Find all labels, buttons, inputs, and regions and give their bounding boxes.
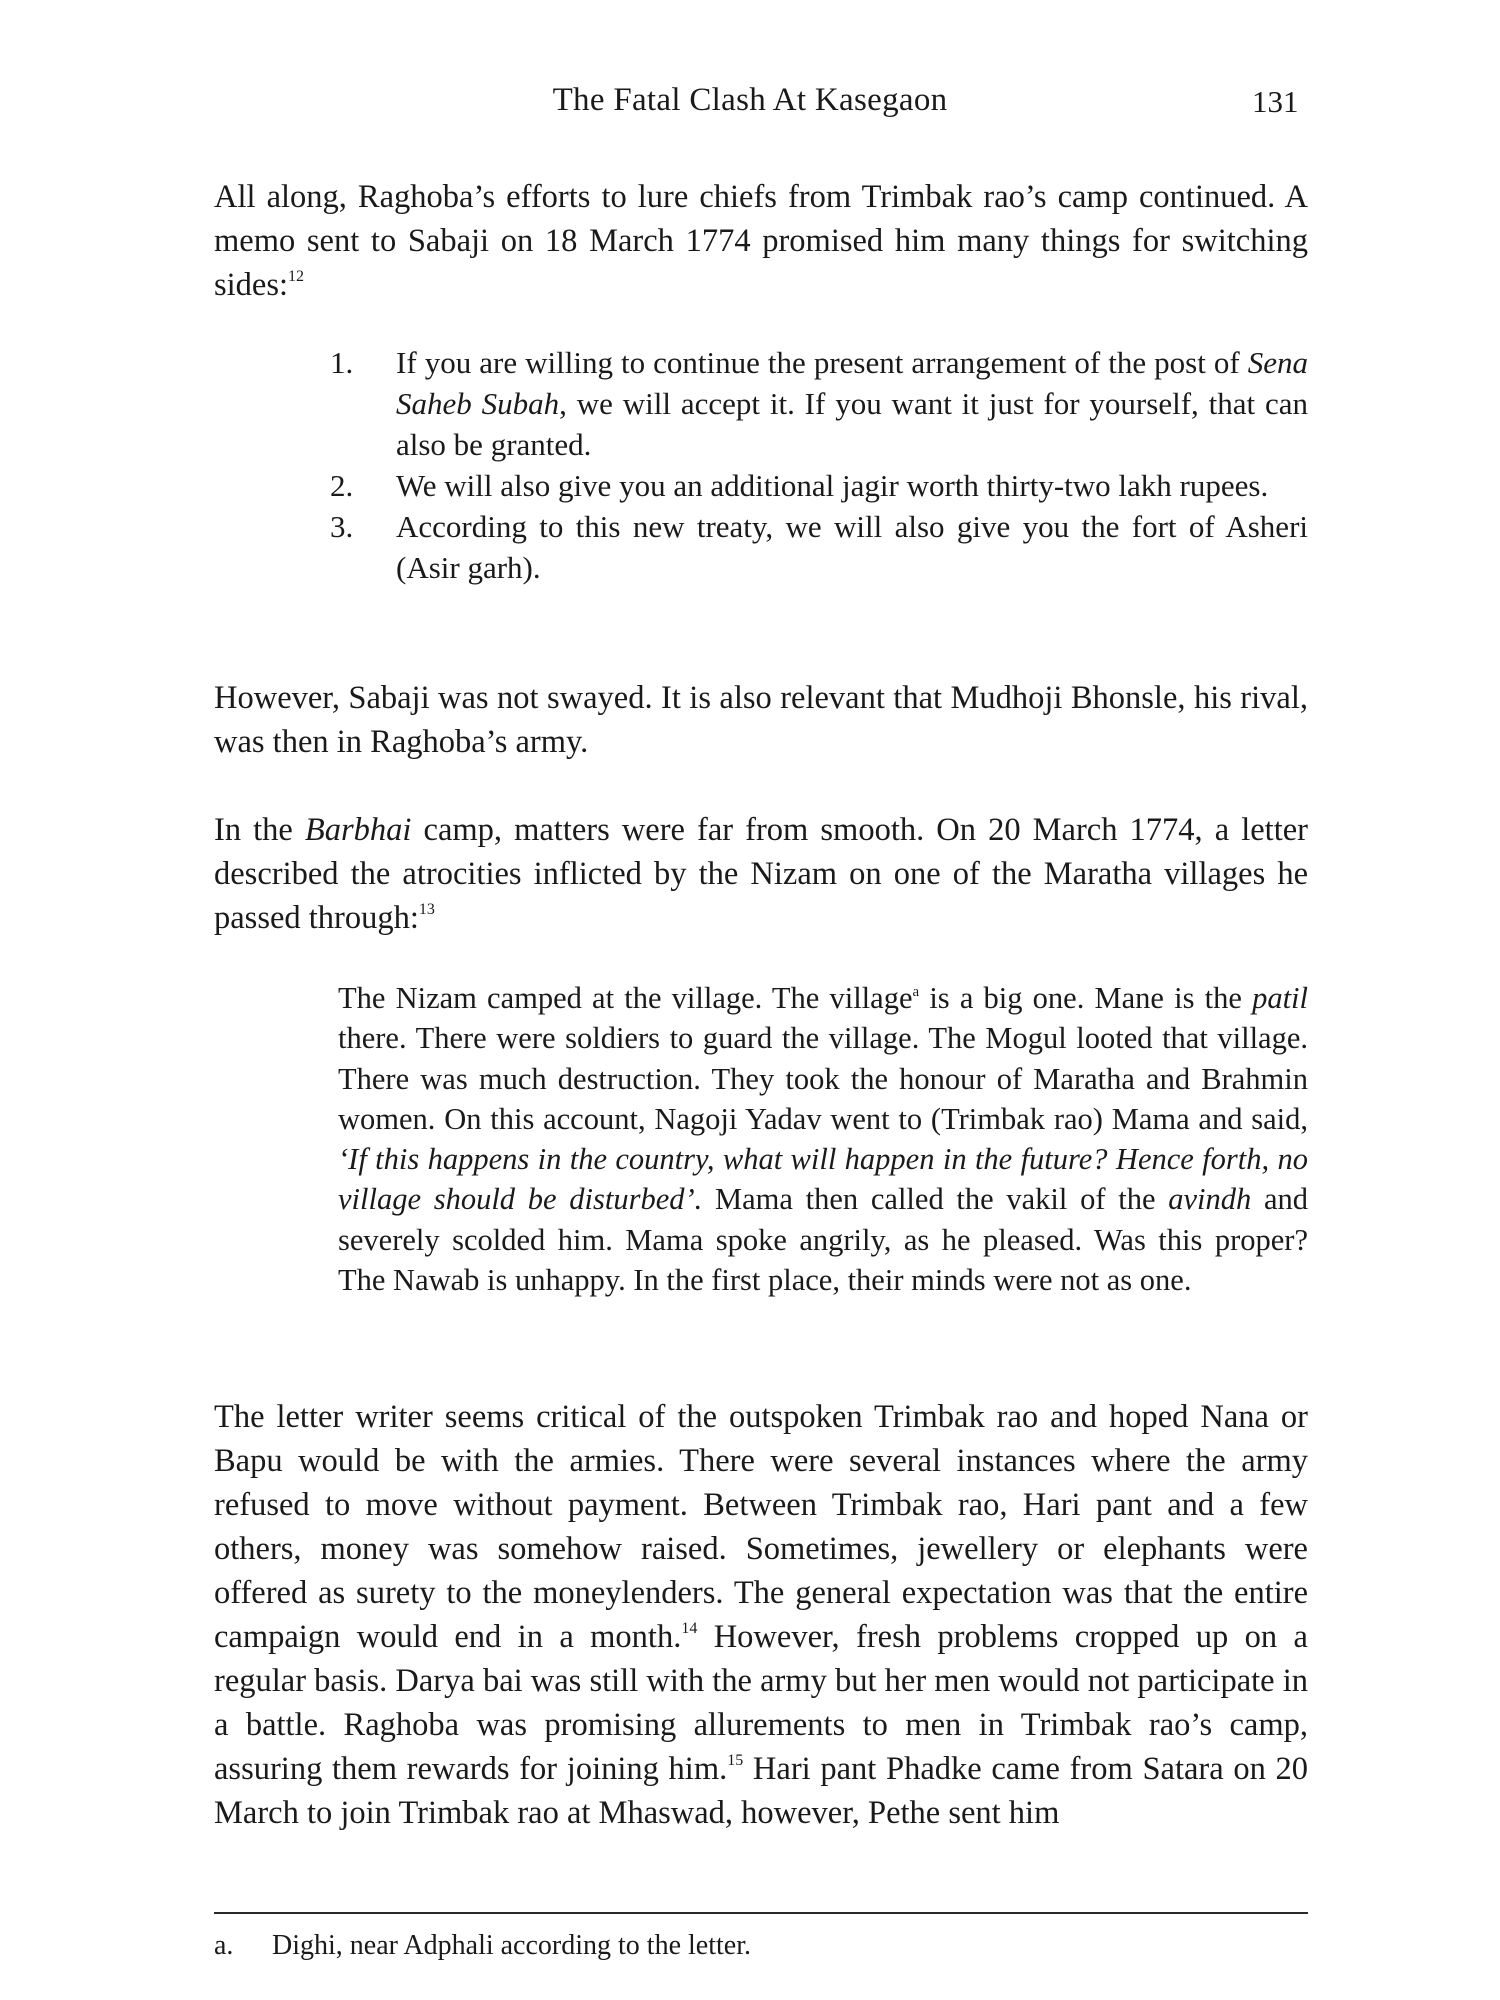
quote-text: The Nizam camped at the village. The village (338, 981, 913, 1015)
footnote-divider (214, 1912, 1308, 1914)
quote-text: there. There were soldiers to guard the village. The Mogul looted that village. There was much destruction. They took the honour of Maratha and Brahmin women. On this account, Nagoji Yadav went to (Trimbak rao) Mama and said, (338, 1021, 1308, 1136)
running-title: The Fatal Clash At Kasegaon (552, 82, 948, 118)
footnote-text: Dighi, near Adphali according to the letter. (272, 1930, 751, 1961)
list-item-number: 1. (330, 345, 354, 380)
list-item-text-cont: , we will accept it. If you want it just for yourself, that can also be granted. (396, 386, 1308, 462)
numbered-list (330, 342, 1308, 588)
list-item-number: 3. (330, 509, 354, 544)
list-item (330, 506, 1308, 588)
paragraph-2-text: However, Sabaji was not swayed. It is also relevant that Mudhoji Bhonsle, his rival, was then in Raghoba’s army. (214, 680, 1308, 760)
footnote-label: a. (214, 1930, 234, 1961)
footnote (214, 1928, 1308, 1964)
quote-text: Mama then called the vakil of the (702, 1182, 1169, 1217)
endnote-ref-14: 14 (681, 1620, 698, 1637)
paragraph-1 (214, 175, 1308, 307)
paragraph-4-text: The letter writer seems critical of the outspoken Trimbak rao and hoped Nana or Bapu would be with the armies. There were several instances where the army refused to move without payment. Between Trimbak rao, Hari pant and a few others, money was somehow raised. Sometimes, jewellery or elephants were offered as surety to the moneylenders. The general expectation was that the entire campaign would end in a month. (214, 1399, 1308, 1655)
paragraph-3-text: In the (214, 812, 305, 848)
paragraph-3-text-cont: camp, matters were far from smooth. On 20 March 1774, a letter described the atrocities inflicted by the Nizam on one of the Maratha villages he passed through: (214, 812, 1308, 936)
quote-emphasis: avindh (1168, 1182, 1252, 1217)
endnote-ref-13: 13 (418, 901, 435, 918)
paragraph-4 (214, 1395, 1308, 1835)
endnote-ref-15: 15 (727, 1752, 744, 1769)
list-item-emphasis: Sena Saheb Subah (396, 345, 1308, 421)
page-number: 131 (1252, 84, 1299, 119)
list-item-number: 2. (330, 468, 354, 503)
endnote-ref-12: 12 (288, 268, 305, 285)
list-item-text: We will also give you an additional jagir worth thirty-two lakh rupees. (396, 468, 1269, 503)
paragraph-3-emphasis: Barbhai (304, 812, 412, 848)
paragraph-4-text-cont: However, fresh problems cropped up on a regular basis. Darya bai was still with the army but her men would not participate in a battle. Raghoba was promising allurements to men in Trimbak rao’s camp, assuring them rewards for joining him. (214, 1619, 1308, 1787)
footnote-marker: a (912, 984, 920, 1000)
list-item-text: If you are willing to continue the present arrangement of the post of (396, 345, 1248, 380)
list-item-text: According to this new treaty, we will also give you the fort of Asheri (Asir garh). (396, 509, 1308, 585)
block-quote (338, 978, 1308, 1300)
paragraph-1-text: All along, Raghoba’s efforts to lure chiefs from Trimbak rao’s camp continued. A memo sent to Sabaji on 18 March 1774 promised him many things for switching sides: (214, 179, 1308, 303)
paragraph-4-text-end: Hari pant Phadke came from Satara on 20 March to join Trimbak rao at Mhaswad, however, Pethe sent him (214, 1751, 1309, 1831)
quote-text: is a big one. Mane is the (919, 981, 1253, 1015)
quote-emphasis: patil (1252, 981, 1308, 1015)
quote-emphasis: ‘If this happens in the country, what will happen in the future? Hence forth, no village should be disturbed’. (338, 1142, 1308, 1217)
paragraph-2 (214, 676, 1308, 764)
quote-text: and severely scolded him. Mama spoke angrily, as he pleased. Was this proper? The Nawab is unhappy. In the first place, their minds were not as one. (338, 1182, 1308, 1298)
paragraph-3 (214, 808, 1308, 940)
list-item (330, 342, 1308, 465)
list-item (330, 465, 1308, 506)
